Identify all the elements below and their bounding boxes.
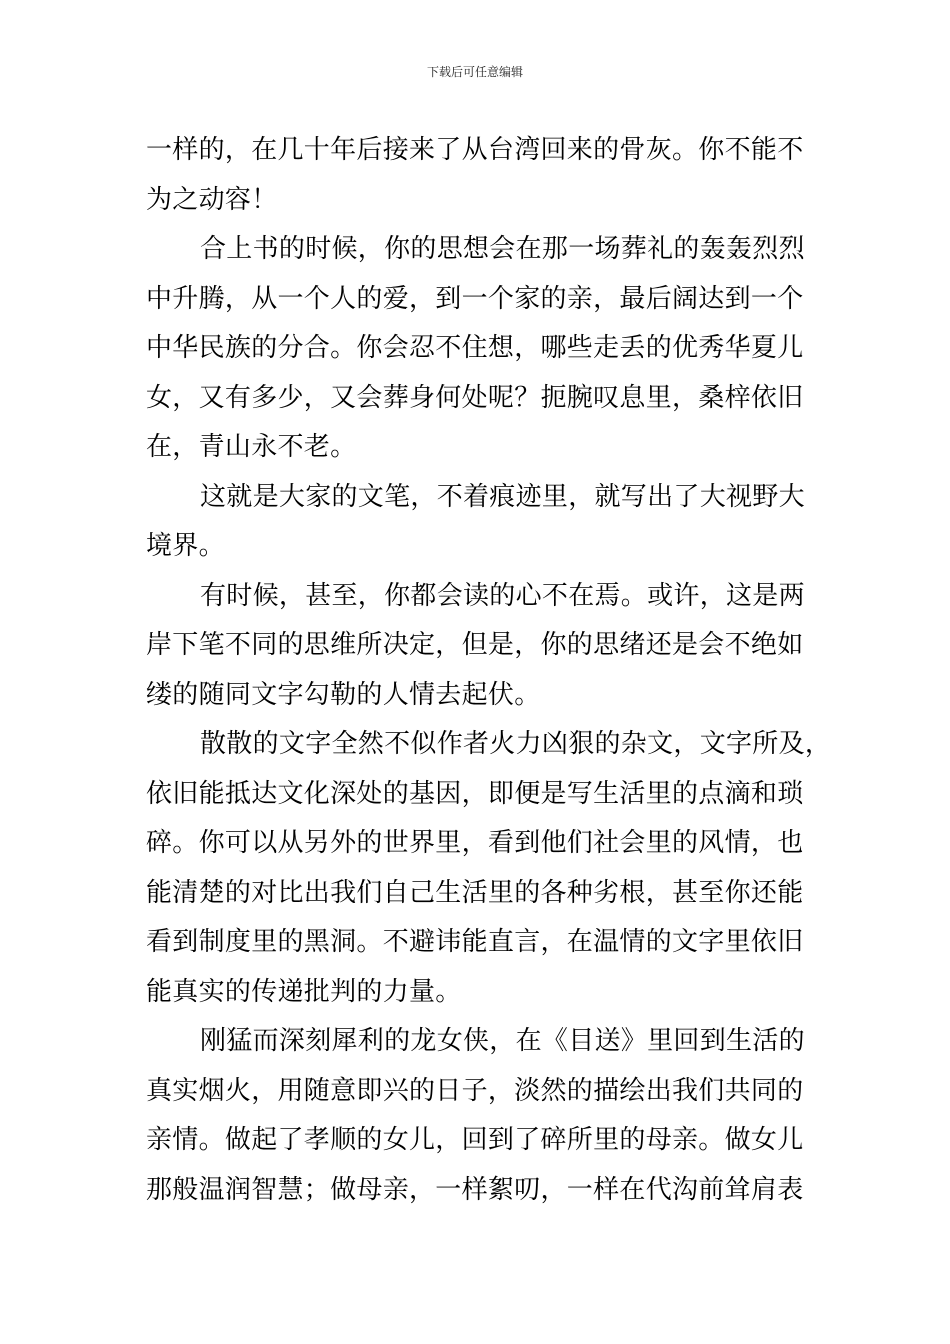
text-line: 在，青山永不老。 (146, 432, 357, 462)
text-line: 缕的随同文字勾勒的人情去起伏。 (146, 679, 541, 710)
paragraph (146, 572, 816, 721)
text-line: 一样的，在几十年后接来了从台湾回来的骨灰。你不能不 (146, 135, 804, 165)
text-line: 能清楚的对比出我们自己生活里的各种劣根，甚至你还能 (146, 877, 804, 908)
text-line: 亲情。做起了孝顺的女儿，回到了碎所里的母亲。做女儿 (146, 1125, 804, 1155)
paragraph (146, 720, 832, 1017)
text-line: 中华民族的分合。你会忍不住想，哪些走丢的优秀华夏儿 (146, 333, 804, 363)
text-line: 岸下笔不同的思维所决定，但是，你的思绪还是会不绝如 (146, 630, 804, 660)
paragraph (146, 126, 816, 225)
text-line: 看到制度里的黑洞。不避讳能直言，在温情的文字里依旧 (146, 927, 804, 957)
text-line: 依旧能抵达文化深处的基因，即便是写生活里的点滴和琐 (146, 778, 804, 809)
body-text (146, 126, 832, 1215)
text-line: 有时候，甚至，你都会读的心不在焉。或许，这是两 (200, 580, 805, 611)
paragraph (146, 225, 816, 473)
text-line: 能真实的传递批判的力量。 (146, 976, 462, 1007)
text-line: 中升腾，从一个人的爱，到一个家的亲，最后阔达到一个 (146, 283, 804, 314)
text-line: 刚猛而深刻犀利的龙女侠，在《目送》里回到生活的 (200, 1026, 805, 1056)
text-line: 合上书的时候，你的思想会在那一场葬礼的轰轰烈烈 (200, 234, 805, 264)
paragraph (146, 1017, 816, 1215)
text-line: 真实烟火，用随意即兴的日子，淡然的描绘出我们共同的 (146, 1075, 804, 1106)
text-line: 女，又有多少，又会葬身何处呢？扼腕叹息里，桑梓依旧 (146, 382, 804, 413)
text-line: 那般温润智慧；做母亲，一样絮叨，一样在代沟前耸肩表 (146, 1174, 804, 1205)
text-line: 散散的文字全然不似作者火力凶狠的杂文，文字所及， (200, 729, 832, 759)
text-line: 这就是大家的文笔，不着痕迹里，就写出了大视野大 (200, 481, 805, 512)
page-header: 下载后可任意编辑 (426, 65, 523, 79)
text-line: 为之动容！ (146, 184, 278, 215)
text-line: 境界。 (146, 531, 225, 561)
text-line: 碎。你可以从另外的世界里，看到他们社会里的风情，也 (146, 828, 804, 858)
paragraph (146, 473, 816, 572)
